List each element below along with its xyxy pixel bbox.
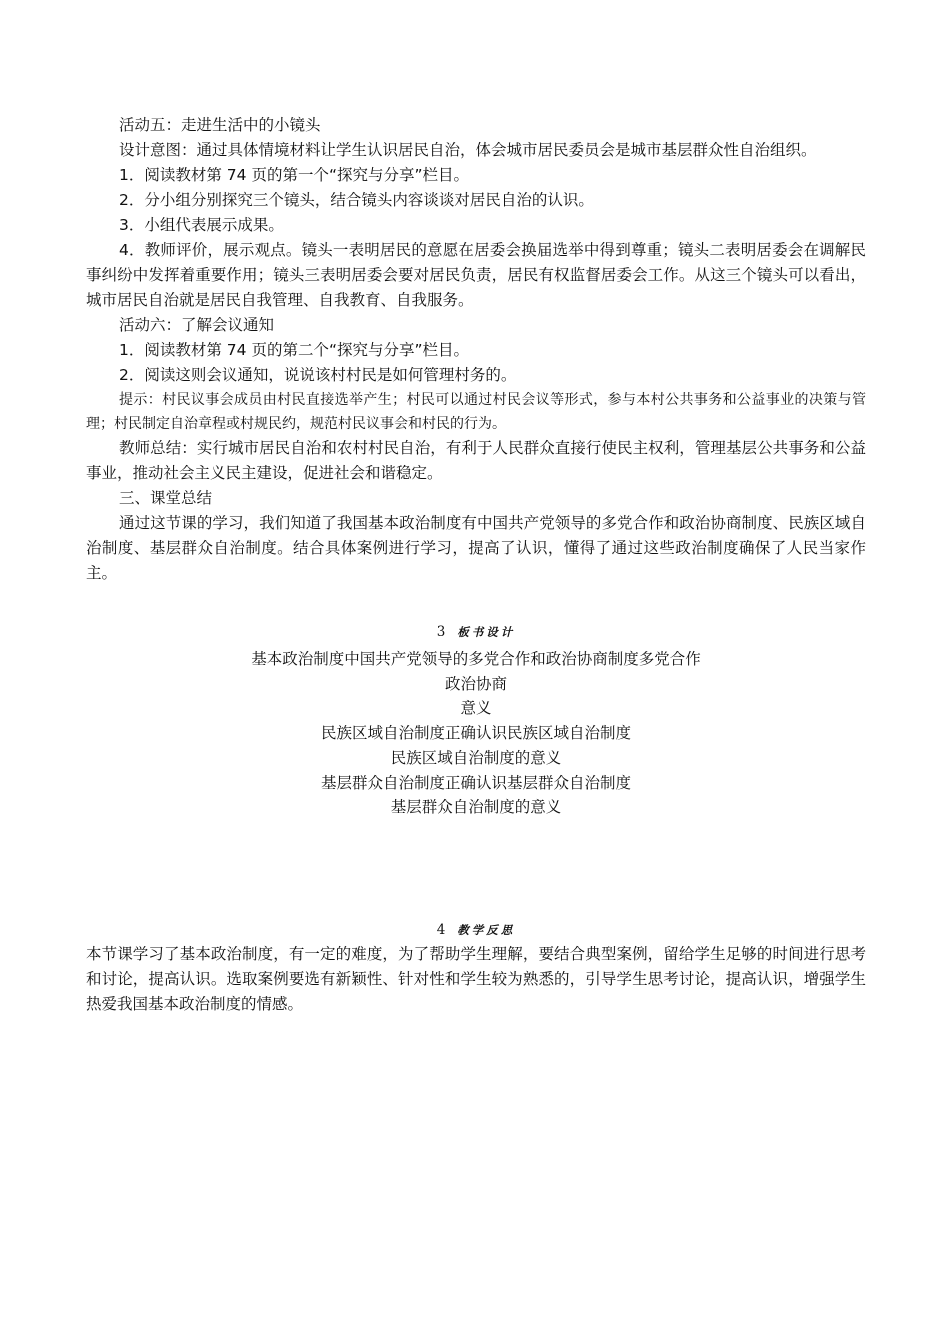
board-line: 意义 (460, 699, 492, 718)
class-summary-heading: 三、课堂总结 (119, 489, 213, 507)
board-line: 民族区域自治制度正确认识民族区域自治制度 (320, 724, 631, 743)
activity5-step-2: 2．分小组分别探究三个镜头，结合镜头内容谈谈对居民自治的认识。 (119, 191, 594, 209)
reflection-heading (86, 918, 866, 942)
activity5-title: 活动五：走进生活中的小镜头 (119, 116, 321, 134)
activity5-step-4: 4．教师评价，展示观点。镜头一表明居民的意愿在居委会换届选举中得到尊重；镜头二表明居委会在调解民事纠纷中发挥着重要作用；镜头三表明居委会要对居民负责，居民有权监督居委会工作。从这三个镜头可以看出，城市居民自治就是居民自我管理、自我教育、自我服务。 (86, 241, 866, 309)
board-line: 基层群众自治制度的意义 (390, 798, 562, 817)
activity6-step-2: 2．阅读这则会议通知，说说该村村民是如何管理村务的。 (119, 366, 517, 384)
activity6-step-1: 1．阅读教材第 74 页的第二个“探究与分享”栏目。 (119, 341, 470, 359)
activity6-hint: 提示：村民议事会成员由村民直接选举产生；村民可以通过村民会议等形式，参与本村公共事务和公益事业的决策与管理；村民制定自治章程或村规民约，规范村民议事会和村民的行为。 (86, 392, 866, 432)
activity6-teacher-summary: 教师总结：实行城市居民自治和农村村民自治，有利于人民群众直接行使民主权利，管理基层公共事务和公益事业，推动社会主义民主建设，促进社会和谐稳定。 (86, 439, 866, 482)
activity5-step-1: 1．阅读教材第 74 页的第一个“探究与分享”栏目。 (119, 166, 470, 184)
activity6-title: 活动六：了解会议通知 (119, 316, 275, 334)
activity5-step-3: 3．小组代表展示成果。 (119, 216, 284, 234)
reflection-number: 4 (436, 921, 446, 938)
board-design-number: 3 (436, 624, 446, 640)
board-line: 政治协商 (444, 674, 507, 693)
board-design-content (86, 647, 866, 820)
reflection-text: 本节课学习了基本政治制度，有一定的难度，为了帮助学生理解，要结合典型案例，留给学生足够的时间进行思考和讨论，提高认识。选取案例要选有新颖性、针对性和学生较为熟悉的，引导学生思考讨论，提高认识，增强学生热爱我国基本政治制度的情感。 (86, 944, 866, 1013)
board-line: 民族区域自治制度的意义 (390, 748, 562, 767)
board-line: 基层群众自治制度正确认识基层群众自治制度 (320, 773, 631, 792)
document-page (86, 113, 866, 1017)
reflection-title: 教学反思 (457, 922, 516, 937)
board-line: 基本政治制度中国共产党领导的多党合作和政治协商制度多党合作 (251, 650, 701, 668)
class-summary-text: 通过这节课的学习，我们知道了我国基本政治制度有中国共产党领导的多党合作和政治协商制度、民族区域自治制度、基层群众自治制度。结合具体案例进行学习，提高了认识，懂得了通过这些政治制度确保了人民当家作主。 (86, 514, 866, 582)
board-design-heading (86, 620, 866, 644)
board-design-title: 板书设计 (457, 625, 516, 639)
activity5-intent: 设计意图：通过具体情境材料让学生认识居民自治，体会城市居民委员会是城市基层群众性自治组织。 (119, 141, 817, 159)
